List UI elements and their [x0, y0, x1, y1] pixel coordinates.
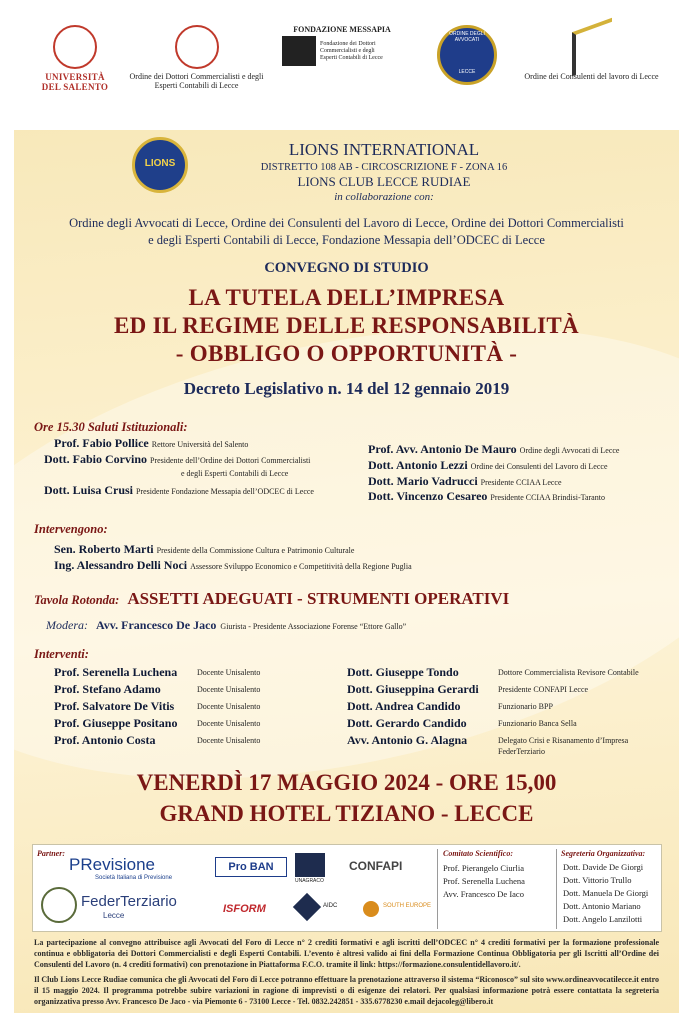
- unisalento-seal-icon: [53, 25, 97, 69]
- odcec-flower-icon: [175, 25, 219, 69]
- modera-name: Avv. Francesco De Jaco: [96, 618, 217, 632]
- avvocati-city-text: LECCE: [458, 69, 476, 75]
- speaker-role: Presidente Fondazione Messapia dell’ODCEC di Lecce: [136, 487, 314, 496]
- interventi-left-name-0: Prof. Serenella Luchena: [54, 665, 178, 679]
- unisalento-logo: [36, 25, 114, 93]
- segreteria-member: Dott. Vittorio Trullo: [563, 875, 632, 885]
- divider: [437, 849, 438, 929]
- comitato-member: Avv. Francesco De Iaco: [443, 889, 524, 899]
- tavola-title: ASSETTI ADEGUATI - STRUMENTI OPERATIVI: [127, 589, 510, 608]
- consulenti-lavoro-logo: [524, 25, 659, 81]
- event-poster: [14, 13, 679, 1013]
- collab-list-1: Ordine degli Avvocati di Lecce, Ordine dei Consulenti del Lavoro di Lecce, Ordine dei Dottori Commercialisti: [69, 216, 624, 230]
- lions-international-logo-icon: [132, 137, 188, 193]
- footer-credits-note: La partecipazione al convegno attribuisce agli Avvocati del Foro di Lecce n° 2 crediti formativi e agli iscritti dell’ODCEC n° 4 crediti formativi per la formazione professionale continua e obbligatoria dei Dottori Commercialisti e degli Esperti Contabili. L’evento è altresì valido ai fini della Formazione Continua Obbligatoria per gli Iscritti all’Ordine dei Consulenti del Lavoro (n. 4 crediti formativi) con prenotazione in Piattaforma F.C.O. tramite il link: https://formazione.consulentidellavoro.it/.: [34, 938, 659, 969]
- intervengono-label: Intervengono:: [34, 522, 108, 536]
- organizer-line3: LIONS CLUB LECCE RUDIAE: [297, 174, 471, 189]
- interventi-right-role-0: Dottore Commercialista Revisore Contabile: [498, 668, 639, 677]
- organizer-line1: LIONS INTERNATIONAL: [288, 140, 480, 159]
- ordine-avvocati-logo: [432, 25, 502, 88]
- modera-label: Modera:: [46, 618, 88, 632]
- organizer-block: [204, 140, 564, 203]
- title-line1: LA TUTELA DELL’IMPRESA: [188, 285, 505, 310]
- logo-band: [14, 13, 679, 130]
- interventi-label: Interventi:: [34, 647, 89, 661]
- tavola-label: Tavola Rotonda:: [34, 593, 120, 607]
- consulenti-text: Ordine dei Consulenti del lavoro di Lecce: [524, 72, 659, 81]
- speaker-role: Presidente CCIAA Brindisi-Taranto: [490, 493, 605, 502]
- unisalento-text: UNIVERSITÀ DEL SALENTO: [41, 72, 109, 93]
- interventi-right-role-4: Delegato Crisi e Risanamento d’Impresa: [498, 736, 629, 745]
- segreteria-label: Segreteria Organizzativa:: [561, 849, 646, 858]
- speaker-name: Dott. Luisa Crusi: [44, 483, 134, 497]
- tavola-rotonda: [34, 589, 509, 609]
- intervengono-1: [54, 558, 412, 573]
- speaker-role: Presidente CCIAA Lecce: [480, 478, 562, 487]
- segreteria-member: Dott. Davide De Giorgi: [563, 862, 644, 872]
- speaker-name: Dott. Vincenzo Cesareo: [368, 489, 488, 503]
- avvocati-ring-text: ORDINE DEGLI AVVOCATI: [449, 31, 485, 43]
- south-europe-text: SOUTH EUROPE: [383, 903, 432, 909]
- interventi-right-role-2: Funzionario BPP: [498, 702, 553, 711]
- event-date: VENERDÌ 17 MAGGIO 2024 - ORE 15,00: [136, 770, 557, 795]
- modera-role: Giurista - Presidente Associazione Forense “Ettore Gallo”: [220, 622, 407, 631]
- interventi-left-name-2: Prof. Salvatore De Vitis: [54, 699, 175, 713]
- federterziario-logo: FederTerziario: [81, 893, 177, 910]
- speaker-name: Ing. Alessandro Delli Noci: [54, 558, 188, 572]
- saluti-right-0: [368, 442, 619, 457]
- collab-list-2: e degli Esperti Contabili di Lecce, Fondazione Messapia dell’ODCEC di Lecce: [148, 233, 545, 247]
- scales-of-justice-icon: [437, 25, 497, 85]
- speaker-name: Dott. Fabio Corvino: [44, 452, 147, 466]
- saluti-left-2: [44, 483, 314, 498]
- speaker-role: Assessore Sviluppo Economico e Competitività della Regione Puglia: [190, 562, 412, 571]
- footer-booking-note: Il Club Lions Lecce Rudiae comunica che gli Avvocati del Foro di Lecce potranno effettuare la prenotazione attraverso il sistema “Riconosco” sul sito www.ordineavvocatilecce.it entro il 15 maggio 2024. Il programma potrebbe subire variazioni in ragione di imprevisti o di esigenze dei relatori. Per qualsiasi informazione potrà essere contattata la segreteria organizzativa presso Avv. Francesco De Jaco - via Piemonte 6 - 73100 Lecce - Tel. 0832.242851 - 335.6778230 e.mail dejacoleg@libero.it: [34, 975, 659, 1006]
- comitato-label: Comitato Scientifico:: [443, 849, 513, 858]
- interventi-right-name-0: Dott. Giuseppe Tondo: [347, 665, 459, 679]
- moderator-row: [46, 616, 406, 634]
- previsione-sub: Società Italiana di Previsione: [95, 875, 173, 881]
- consulenti-mark-icon: [572, 18, 612, 77]
- interventi-left-role-1: Docente Unisalento: [197, 685, 261, 694]
- speaker-role: Rettore Università del Salento: [151, 440, 249, 449]
- interventi-left-name-4: Prof. Antonio Costa: [54, 733, 156, 747]
- segreteria-member: Dott. Antonio Mariano: [563, 901, 641, 911]
- organizer-line2: DISTRETTO 108 AB - CIRCOSCRIZIONE F - ZONA 16: [260, 162, 508, 173]
- previsione-logo: PRevisione: [69, 855, 155, 874]
- interventi-right-role-4b: FederTerziario: [498, 747, 545, 756]
- odcec-text: Ordine dei Dottori Commercialisti e degli Esperti Contabili di Lecce: [129, 72, 264, 91]
- saluti-right-3: [368, 489, 605, 504]
- interventi-right-name-1: Dott. Giuseppina Gerardi: [347, 682, 479, 696]
- interventi-left-role-4: Docente Unisalento: [197, 736, 261, 745]
- speaker-name: Dott. Mario Vadrucci: [368, 474, 478, 488]
- comitato-member: Prof. Serenella Luchena: [443, 876, 525, 886]
- aidc-text: AIDC: [323, 903, 338, 909]
- divider: [556, 849, 557, 929]
- speaker-name: Prof. Fabio Pollice: [54, 436, 149, 450]
- saluti-label: Ore 15.30 Saluti Istituzionali:: [34, 420, 188, 434]
- south-europe-icon: [363, 901, 379, 917]
- interventi-right-role-1: Presidente CONFAPI Lecce: [498, 685, 589, 694]
- messapia-figure-icon: [282, 36, 316, 66]
- speaker-name: Dott. Antonio Lezzi: [368, 458, 468, 472]
- partners-label: Partner:: [37, 849, 65, 858]
- saluti-left-1: [44, 452, 310, 467]
- aidc-icon: [293, 893, 321, 921]
- speaker-role: Ordine dei Consulenti del Lavoro di Lecce: [470, 462, 608, 471]
- interventi-left-role-3: Docente Unisalento: [197, 719, 261, 728]
- interventi-left-name-3: Prof. Giuseppe Positano: [54, 716, 178, 730]
- collab-label: in collaborazione con:: [334, 191, 434, 203]
- fondazione-title: FONDAZIONE MESSAPIA: [293, 25, 391, 34]
- tree-icon: [41, 887, 77, 923]
- saluti-left-1-role2: e degli Esperti Contabili di Lecce: [181, 469, 289, 478]
- saluti-right-2: [368, 474, 562, 489]
- interventi-left-role-2: Docente Unisalento: [197, 702, 261, 711]
- interventi-right-name-3: Dott. Gerardo Candido: [347, 716, 467, 730]
- conference-kicker: CONVEGNO DI STUDIO: [264, 260, 429, 276]
- title-line3: - OBBLIGO O OPPORTUNITÀ -: [175, 341, 518, 366]
- odcec-logo: [124, 25, 269, 90]
- fondazione-sub: Fondazione dei Dottori Commercialisti e degli Esperti Contabili di Lecce: [320, 40, 383, 61]
- speaker-name: Sen. Roberto Marti: [54, 542, 154, 556]
- speaker-role: Presidente della Commissione Cultura e Patrimonio Culturale: [156, 546, 355, 555]
- interventi-right-role-3: Funzionario Banca Sella: [498, 719, 577, 728]
- segreteria-member: Dott. Angelo Lanzilotti: [563, 914, 643, 924]
- title-line2: ED IL REGIME DELLE RESPONSABILITÀ: [114, 313, 579, 338]
- speaker-role: Ordine degli Avvocati di Lecce: [519, 446, 620, 455]
- event-venue: GRAND HOTEL TIZIANO - LECCE: [159, 801, 534, 826]
- interventi-left-name-1: Prof. Stefano Adamo: [54, 682, 161, 696]
- saluti-left-0: [54, 436, 248, 451]
- isform-logo: ISFORM: [223, 903, 266, 915]
- speaker-role: Presidente dell’Ordine dei Dottori Commercialisti: [150, 456, 311, 465]
- confapi-logo: CONFAPI: [349, 859, 403, 873]
- partners-box: [32, 844, 662, 932]
- saluti-right-1: [368, 458, 608, 473]
- unagraco-icon: [295, 853, 325, 877]
- intervengono-0: [54, 542, 354, 557]
- unagraco-text: UNAGRACO: [295, 878, 324, 884]
- comitato-member: Prof. Pierangelo Ciurlia: [443, 863, 524, 873]
- fondazione-messapia-logo: [282, 25, 402, 66]
- interventi-right-name-2: Dott. Andrea Candido: [347, 699, 461, 713]
- interventi-left-role-0: Docente Unisalento: [197, 668, 261, 677]
- proban-logo: Pro BAN: [215, 857, 287, 877]
- segreteria-member: Dott. Manuela De Giorgi: [563, 888, 649, 898]
- federterziario-city: Lecce: [103, 911, 125, 920]
- decree-line: Decreto Legislativo n. 14 del 12 gennaio 2019: [183, 379, 510, 398]
- interventi-right-name-4: Avv. Antonio G. Alagna: [347, 733, 468, 747]
- speaker-name: Prof. Avv. Antonio De Mauro: [368, 442, 517, 456]
